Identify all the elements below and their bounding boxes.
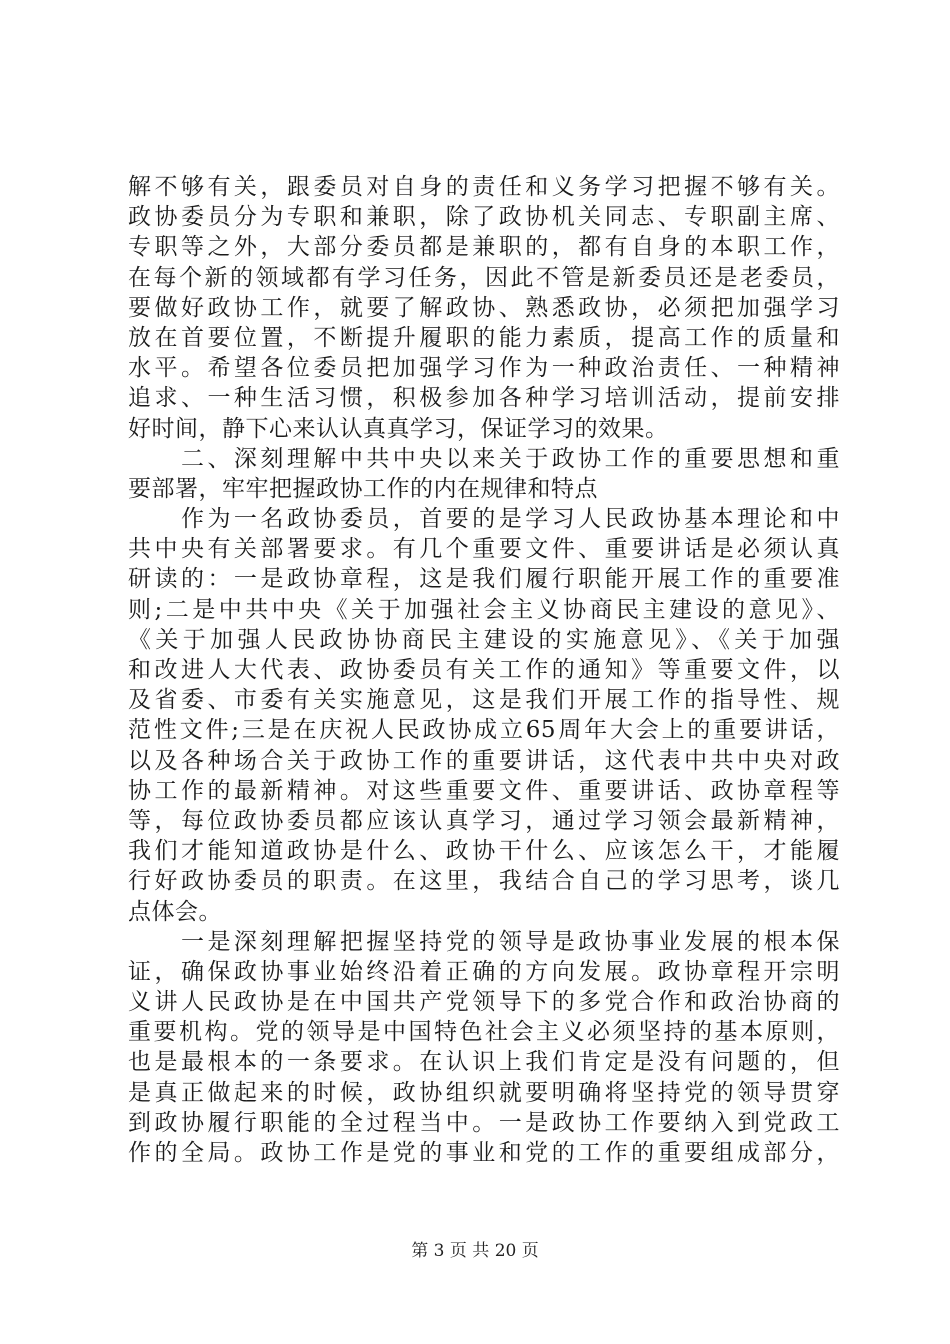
text-line: 专职等之外，大部分委员都是兼职的，都有自身的本职工作，: [128, 234, 840, 261]
text-line: 在每个新的领域都有学习任务，因此不管是新委员还是老委员，: [128, 264, 840, 291]
text-line: 作为一名政协委员，首要的是学习人民政协基本理论和中: [128, 506, 840, 533]
text-line: 及省委、市委有关实施意见，这是我们开展工作的指导性、规: [128, 687, 840, 714]
text-line: 协工作的最新精神。对这些重要文件、重要讲话、政协章程等: [128, 777, 840, 804]
text-line: 范性文件;三是在庆祝人民政协成立65周年大会上的重要讲话，: [128, 717, 840, 744]
text-line: 义讲人民政协是在中国共产党领导下的多党合作和政治协商的: [128, 989, 840, 1016]
text-line: 也是最根本的一条要求。在认识上我们肯定是没有问题的，但: [128, 1049, 840, 1076]
text-line: 共中央有关部署要求。有几个重要文件、重要讲话是必须认真: [128, 536, 840, 563]
text-line: 证，确保政协事业始终沿着正确的方向发展。政协章程开宗明: [128, 958, 840, 985]
page-footer: 第 3 页 共 20 页: [411, 1241, 539, 1261]
text-line: 追求、一种生活习惯，积极参加各种学习培训活动，提前安排: [128, 385, 840, 412]
text-line: 重要机构。党的领导是中国特色社会主义必须坚持的基本原则，: [128, 1019, 840, 1046]
text-line: 二、深刻理解中共中央以来关于政协工作的重要思想和重: [128, 445, 840, 472]
text-line: 点体会。: [128, 898, 222, 925]
text-line: 以及各种场合关于政协工作的重要讲话，这代表中共中央对政: [128, 747, 840, 774]
text-line: 到政协履行职能的全过程当中。一是政协工作要纳入到党政工: [128, 1109, 840, 1136]
text-line: 行好政协委员的职责。在这里，我结合自己的学习思考，谈几: [128, 868, 840, 895]
document-body: [128, 172, 840, 1168]
text-line: 一是深刻理解把握坚持党的领导是政协事业发展的根本保: [128, 928, 840, 955]
text-line: 好时间，静下心来认认真真学习，保证学习的效果。: [128, 415, 669, 442]
text-line: 《关于加强人民政协协商民主建设的实施意见》、《关于加强: [128, 626, 840, 653]
text-line: 则;二是中共中央《关于加强社会主义协商民主建设的意见》、: [128, 596, 840, 623]
text-line: 作的全局。政协工作是党的事业和党的工作的重要组成部分，: [128, 1140, 840, 1166]
text-line: 要部署，牢牢把握政协工作的内在规律和特点: [128, 475, 598, 502]
text-line: 水平。希望各位委员把加强学习作为一种政治责任、一种精神: [128, 355, 840, 382]
text-line: 解不够有关，跟委员对自身的责任和义务学习把握不够有关。: [128, 174, 840, 200]
text-line: 等，每位政协委员都应该认真学习，通过学习领会最新精神，: [128, 807, 840, 834]
text-line: 研读的：一是政协章程，这是我们履行职能开展工作的重要准: [128, 566, 840, 593]
text-line: 和改进人大代表、政协委员有关工作的通知》等重要文件，以: [128, 657, 840, 683]
text-line: 放在首要位置，不断提升履职的能力素质，提高工作的质量和: [128, 324, 840, 351]
text-line: 是真正做起来的时候，政协组织就要明确将坚持党的领导贯穿: [128, 1079, 840, 1106]
text-line: 要做好政协工作，就要了解政协、熟悉政协，必须把加强学习: [128, 294, 840, 321]
text-line: 我们才能知道政协是什么、政协干什么、应该怎么干，才能履: [128, 838, 840, 865]
text-line: 政协委员分为专职和兼职，除了政协机关同志、专职副主席、: [128, 204, 840, 231]
